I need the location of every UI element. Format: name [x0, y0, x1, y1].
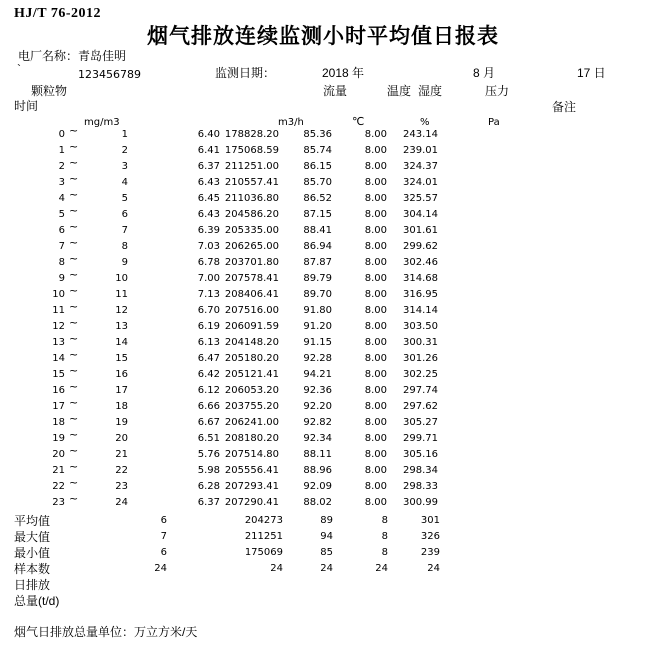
- cell-hour-from: 8: [58, 257, 65, 268]
- date-day: 17 日: [577, 66, 606, 80]
- cell-humidity: 8.00: [364, 353, 387, 364]
- cell-hour-from: 11: [52, 305, 65, 316]
- standard-number: HJ/T 76-2012: [14, 6, 102, 21]
- cell-humidity: 8.00: [364, 161, 387, 172]
- summary-label: 日排放: [14, 578, 51, 592]
- cell-hour-from: 17: [52, 401, 65, 412]
- table-row: [0, 172, 646, 191]
- cell-hour-from: 0: [58, 129, 65, 140]
- cell-pm: 6.45: [197, 193, 220, 204]
- cell-hour-from: 10: [52, 289, 65, 300]
- cell-pressure: 301: [420, 515, 440, 526]
- cell-tilde: ~: [69, 300, 79, 313]
- cell-humidity: 24: [375, 563, 388, 574]
- cell-pm: 6.70: [197, 305, 220, 316]
- cell-pressure: 301.26: [403, 353, 438, 364]
- cell-flow: 208180.20: [224, 433, 279, 444]
- cell-tilde: ~: [69, 316, 79, 329]
- table-row: [0, 140, 646, 159]
- cell-tilde: ~: [69, 412, 79, 425]
- cell-pressure: 299.71: [403, 433, 438, 444]
- cell-temp: 86.52: [303, 193, 332, 204]
- cell-tilde: ~: [69, 396, 79, 409]
- cell-pm: 6.28: [197, 481, 220, 492]
- cell-pm: 7.00: [197, 273, 220, 284]
- cell-humidity: 8.00: [364, 193, 387, 204]
- cell-pm: 6.67: [197, 417, 220, 428]
- cell-hour-from: 2: [58, 161, 65, 172]
- cell-hour-to: 3: [121, 161, 128, 172]
- cell-tilde: ~: [69, 124, 79, 137]
- cell-temp: 87.87: [303, 257, 332, 268]
- cell-pressure: 316.95: [403, 289, 438, 300]
- cell-humidity: 8.00: [364, 449, 387, 460]
- summary-label: 最小值: [14, 546, 51, 560]
- table-row: [0, 364, 646, 383]
- cell-temp: 85.70: [303, 177, 332, 188]
- cell-humidity: 8.00: [364, 337, 387, 348]
- summary-row: [0, 577, 646, 593]
- cell-hour-to: 1: [121, 129, 128, 140]
- cell-flow: 203701.80: [224, 257, 279, 268]
- cell-temp: 89.70: [303, 289, 332, 300]
- unit-pressure: Pa: [488, 117, 500, 128]
- cell-tilde: ~: [69, 268, 79, 281]
- cell-pm: 6.47: [197, 353, 220, 364]
- cell-hour-from: 20: [52, 449, 65, 460]
- col-header-humidity: 湿度: [418, 84, 443, 98]
- cell-hour-from: 23: [52, 497, 65, 508]
- table-row: [0, 492, 646, 511]
- cell-hour-to: 11: [115, 289, 128, 300]
- table-row: [0, 124, 646, 143]
- cell-pm: 6.43: [197, 209, 220, 220]
- cell-hour-to: 24: [115, 497, 128, 508]
- cell-hour-from: 21: [52, 465, 65, 476]
- cell-tilde: ~: [69, 444, 79, 457]
- cell-tilde: ~: [69, 284, 79, 297]
- cell-pm: 6.37: [197, 161, 220, 172]
- cell-hour-to: 7: [121, 225, 128, 236]
- cell-pressure: 305.27: [403, 417, 438, 428]
- col-header-time: 时间: [14, 99, 39, 113]
- date-label: 监测日期：: [215, 66, 276, 80]
- cell-temp: 92.36: [303, 385, 332, 396]
- cell-pm: 6.37: [197, 497, 220, 508]
- cell-pm: 7.03: [197, 241, 220, 252]
- summary-row: [0, 561, 646, 577]
- cell-temp: 92.09: [303, 481, 332, 492]
- cell-temp: 94.21: [303, 369, 332, 380]
- col-header-flow: 流量: [323, 84, 348, 98]
- cell-flow: 205556.41: [224, 465, 279, 476]
- cell-tilde: ~: [69, 236, 79, 249]
- cell-flow: 178828.20: [224, 129, 279, 140]
- cell-humidity: 8: [381, 531, 388, 542]
- cell-pm: 24: [154, 563, 167, 574]
- cell-pressure: 239.01: [403, 145, 438, 156]
- cell-temp: 86.94: [303, 241, 332, 252]
- cell-temp: 85.74: [303, 145, 332, 156]
- cell-humidity: 8.00: [364, 385, 387, 396]
- cell-flow: 207290.41: [224, 497, 279, 508]
- cell-temp: 87.15: [303, 209, 332, 220]
- table-row: [0, 444, 646, 463]
- cell-flow: 207293.41: [224, 481, 279, 492]
- cell-humidity: 8.00: [364, 497, 387, 508]
- cell-tilde: ~: [69, 348, 79, 361]
- cell-tilde: ~: [69, 428, 79, 441]
- unit-flow: m3/h: [278, 117, 304, 128]
- cell-humidity: 8.00: [364, 465, 387, 476]
- table-row: [0, 220, 646, 239]
- cell-pressure: 301.61: [403, 225, 438, 236]
- cell-hour-to: 2: [121, 145, 128, 156]
- cell-hour-from: 4: [58, 193, 65, 204]
- cell-temp: 92.20: [303, 401, 332, 412]
- cell-tilde: ~: [69, 460, 79, 473]
- cell-tilde: ~: [69, 364, 79, 377]
- cell-humidity: 8.00: [364, 433, 387, 444]
- cell-hour-from: 13: [52, 337, 65, 348]
- summary-row: [0, 545, 646, 561]
- cell-pm: 6: [160, 515, 167, 526]
- cell-flow: 205180.20: [224, 353, 279, 364]
- cell-flow: 203755.20: [224, 401, 279, 412]
- cell-hour-to: 16: [115, 369, 128, 380]
- cell-hour-to: 17: [115, 385, 128, 396]
- cell-hour-from: 12: [52, 321, 65, 332]
- cell-flow: 210557.41: [224, 177, 279, 188]
- cell-tilde: ~: [69, 380, 79, 393]
- cell-tilde: ~: [69, 188, 79, 201]
- cell-hour-to: 18: [115, 401, 128, 412]
- cell-temp: 89.79: [303, 273, 332, 284]
- cell-pressure: 302.25: [403, 369, 438, 380]
- cell-humidity: 8.00: [364, 481, 387, 492]
- cell-tilde: ~: [69, 172, 79, 185]
- cell-temp: 88.96: [303, 465, 332, 476]
- cell-hour-to: 6: [121, 209, 128, 220]
- cell-pressure: 324.01: [403, 177, 438, 188]
- cell-pm: 5.98: [197, 465, 220, 476]
- cell-flow: 175069: [244, 547, 283, 558]
- cell-hour-to: 15: [115, 353, 128, 364]
- cell-flow: 207514.80: [224, 449, 279, 460]
- cell-hour-to: 10: [115, 273, 128, 284]
- table-row: [0, 300, 646, 319]
- cell-pm: 6.43: [197, 177, 220, 188]
- cell-humidity: 8.00: [364, 129, 387, 140]
- cell-pm: 6.13: [197, 337, 220, 348]
- cell-temp: 85: [320, 547, 333, 558]
- cell-hour-to: 5: [121, 193, 128, 204]
- table-row: [0, 380, 646, 399]
- cell-hour-from: 19: [52, 433, 65, 444]
- cell-hour-from: 6: [58, 225, 65, 236]
- summary-row: [0, 593, 646, 609]
- table-row: [0, 316, 646, 335]
- cell-pressure: 324.37: [403, 161, 438, 172]
- cell-pressure: 243.14: [403, 129, 438, 140]
- summary-row: [0, 513, 646, 529]
- cell-hour-from: 5: [58, 209, 65, 220]
- table-row: [0, 428, 646, 447]
- table-row: [0, 460, 646, 479]
- plant-name: 电厂名称：青岛佳明: [18, 49, 127, 63]
- cell-hour-to: 14: [115, 337, 128, 348]
- cell-pm: 6.78: [197, 257, 220, 268]
- cell-pm: 7.13: [197, 289, 220, 300]
- page-title: 烟气排放连续监测小时平均值日报表: [147, 25, 499, 48]
- cell-pm: 7: [160, 531, 167, 542]
- table-row: [0, 252, 646, 271]
- cell-pm: 6.12: [197, 385, 220, 396]
- cell-humidity: 8: [381, 547, 388, 558]
- table-row: [0, 156, 646, 175]
- cell-temp: 91.20: [303, 321, 332, 332]
- cell-pressure: 300.99: [403, 497, 438, 508]
- cell-hour-from: 16: [52, 385, 65, 396]
- col-header-remark: 备注: [552, 100, 577, 114]
- cell-pressure: 297.74: [403, 385, 438, 396]
- cell-temp: 91.80: [303, 305, 332, 316]
- table-row: [0, 204, 646, 223]
- cell-hour-from: 3: [58, 177, 65, 188]
- cell-flow: 205121.41: [224, 369, 279, 380]
- cell-pressure: 24: [427, 563, 440, 574]
- summary-label: 总量(t/d): [14, 594, 60, 608]
- cell-tilde: ~: [69, 140, 79, 153]
- cell-temp: 94: [320, 531, 333, 542]
- cell-temp: 88.02: [303, 497, 332, 508]
- cell-humidity: 8.00: [364, 305, 387, 316]
- cell-flow: 205335.00: [224, 225, 279, 236]
- cell-tilde: ~: [69, 204, 79, 217]
- table-row: [0, 268, 646, 287]
- cell-pm: 6.19: [197, 321, 220, 332]
- cell-hour-from: 18: [52, 417, 65, 428]
- col-header-pressure: 压力: [485, 84, 510, 98]
- cell-temp: 92.82: [303, 417, 332, 428]
- summary-label: 平均值: [14, 514, 51, 528]
- table-row: [0, 412, 646, 431]
- cell-pm: 5.76: [197, 449, 220, 460]
- table-row: [0, 332, 646, 351]
- cell-tilde: ~: [69, 476, 79, 489]
- cell-pressure: 314.68: [403, 273, 438, 284]
- cell-pressure: 299.62: [403, 241, 438, 252]
- cell-hour-to: 9: [121, 257, 128, 268]
- plant-code: 123456789: [78, 68, 141, 81]
- cell-humidity: 8.00: [364, 241, 387, 252]
- cell-flow: 207516.00: [224, 305, 279, 316]
- cell-flow: 208406.41: [224, 289, 279, 300]
- cell-humidity: 8.00: [364, 417, 387, 428]
- cell-humidity: 8.00: [364, 225, 387, 236]
- footer-note: 烟气日排放总量单位：万立方米/天: [14, 625, 198, 639]
- cell-tilde: ~: [69, 332, 79, 345]
- cell-temp: 24: [320, 563, 333, 574]
- cell-flow: 204273: [244, 515, 283, 526]
- table-row: [0, 348, 646, 367]
- cell-tilde: ~: [69, 492, 79, 505]
- unit-temp: ℃: [352, 115, 365, 128]
- cell-hour-to: 8: [121, 241, 128, 252]
- cell-pressure: 302.46: [403, 257, 438, 268]
- cell-humidity: 8.00: [364, 401, 387, 412]
- cell-flow: 175068.59: [224, 145, 279, 156]
- cell-humidity: 8.00: [364, 289, 387, 300]
- cell-flow: 211036.80: [224, 193, 279, 204]
- cell-flow: 204148.20: [224, 337, 279, 348]
- cell-pm: 6.41: [197, 145, 220, 156]
- cell-flow: 211251.00: [224, 161, 279, 172]
- cell-flow: 204586.20: [224, 209, 279, 220]
- cell-flow: 207578.41: [224, 273, 279, 284]
- cell-pm: 6.40: [197, 129, 220, 140]
- cell-tilde: ~: [69, 220, 79, 233]
- cell-pressure: 305.16: [403, 449, 438, 460]
- table-row: [0, 396, 646, 415]
- cell-pm: 6: [160, 547, 167, 558]
- cell-pressure: 298.34: [403, 465, 438, 476]
- col-header-temp: 温度: [387, 84, 412, 98]
- cell-pm: 6.39: [197, 225, 220, 236]
- cell-temp: 88.11: [303, 449, 332, 460]
- date-year: 2018 年: [322, 66, 365, 80]
- cell-humidity: 8.00: [364, 273, 387, 284]
- table-row: [0, 284, 646, 303]
- cell-temp: 85.36: [303, 129, 332, 140]
- summary-label: 样本数: [14, 562, 51, 576]
- table-row: [0, 188, 646, 207]
- cell-pressure: 314.14: [403, 305, 438, 316]
- cell-pressure: 325.57: [403, 193, 438, 204]
- cell-flow: 206241.00: [224, 417, 279, 428]
- cell-humidity: 8.00: [364, 369, 387, 380]
- cell-humidity: 8.00: [364, 145, 387, 156]
- cell-hour-to: 12: [115, 305, 128, 316]
- cell-hour-to: 13: [115, 321, 128, 332]
- cell-pressure: 326: [420, 531, 440, 542]
- cell-pm: 6.51: [197, 433, 220, 444]
- cell-hour-to: 20: [115, 433, 128, 444]
- cell-humidity: 8: [381, 515, 388, 526]
- cell-pressure: 304.14: [403, 209, 438, 220]
- cell-flow: 206053.20: [224, 385, 279, 396]
- cell-flow: 206091.59: [224, 321, 279, 332]
- cell-temp: 89: [320, 515, 333, 526]
- summary-label: 最大值: [14, 530, 51, 544]
- cell-tilde: ~: [69, 156, 79, 169]
- cell-pressure: 298.33: [403, 481, 438, 492]
- cell-temp: 88.41: [303, 225, 332, 236]
- cell-humidity: 8.00: [364, 209, 387, 220]
- table-row: [0, 236, 646, 255]
- cell-temp: 86.15: [303, 161, 332, 172]
- cell-pm: 6.66: [197, 401, 220, 412]
- cell-pressure: 239: [420, 547, 440, 558]
- cell-humidity: 8.00: [364, 321, 387, 332]
- cell-flow: 24: [270, 563, 283, 574]
- cell-hour-to: 21: [115, 449, 128, 460]
- cell-pressure: 303.50: [403, 321, 438, 332]
- cell-temp: 92.34: [303, 433, 332, 444]
- cell-flow: 206265.00: [224, 241, 279, 252]
- cell-flow: 211251: [244, 531, 283, 542]
- cell-hour-to: 22: [115, 465, 128, 476]
- table-row: [0, 476, 646, 495]
- cell-hour-from: 14: [52, 353, 65, 364]
- summary-row: [0, 529, 646, 545]
- cell-pm: 6.42: [197, 369, 220, 380]
- unit-pm: mg/m3: [84, 117, 120, 128]
- plant-code-mark: `: [17, 62, 21, 76]
- cell-pressure: 300.31: [403, 337, 438, 348]
- cell-hour-from: 1: [58, 145, 65, 156]
- cell-hour-from: 9: [58, 273, 65, 284]
- cell-pressure: 297.62: [403, 401, 438, 412]
- cell-hour-from: 15: [52, 369, 65, 380]
- cell-hour-to: 23: [115, 481, 128, 492]
- unit-humidity: %: [420, 117, 430, 128]
- cell-humidity: 8.00: [364, 177, 387, 188]
- cell-temp: 91.15: [303, 337, 332, 348]
- cell-temp: 92.28: [303, 353, 332, 364]
- cell-hour-from: 7: [58, 241, 65, 252]
- cell-hour-from: 22: [52, 481, 65, 492]
- date-month: 8 月: [473, 66, 496, 80]
- col-header-pm: 颗粒物: [31, 84, 68, 98]
- cell-tilde: ~: [69, 252, 79, 265]
- cell-hour-to: 19: [115, 417, 128, 428]
- cell-hour-to: 4: [121, 177, 128, 188]
- cell-humidity: 8.00: [364, 257, 387, 268]
